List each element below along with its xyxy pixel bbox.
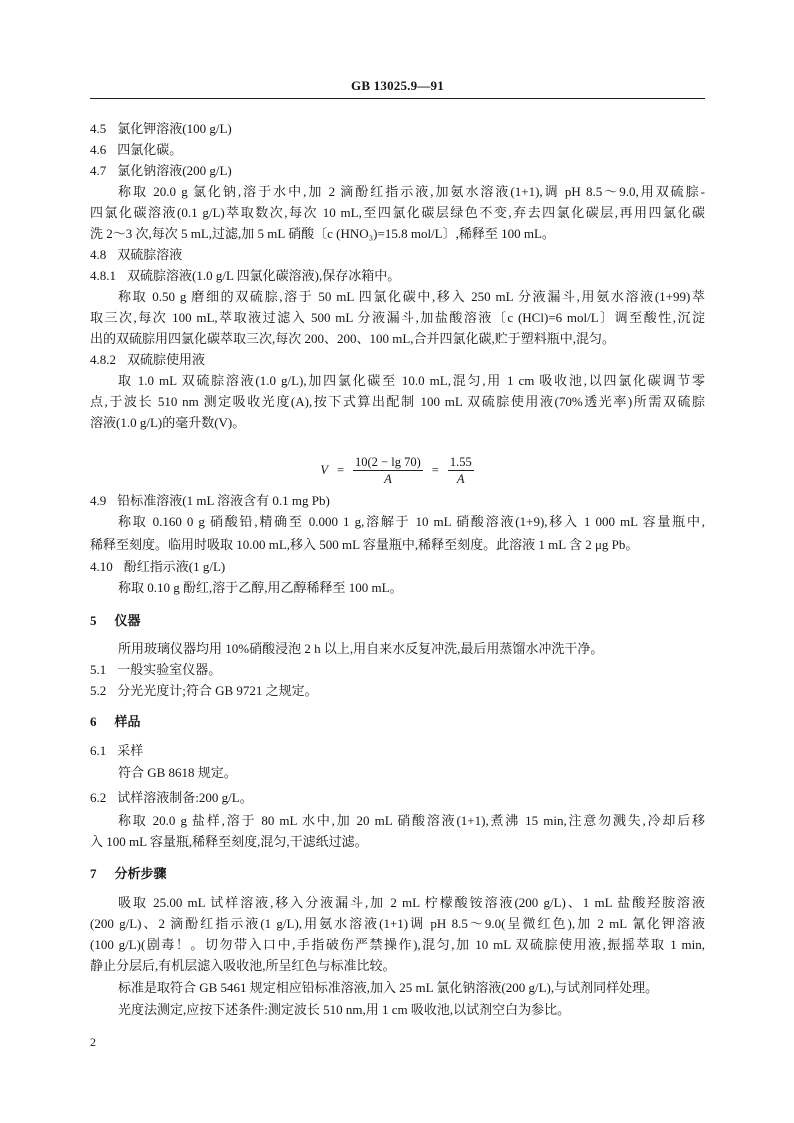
formula-denominator-1: A	[353, 470, 423, 487]
section-7-text-line: (100 g/L)(剧毒！。切勿带入口中,手指破伤严禁操作),混匀,加 10 mL 双硫腙使用液,振摇萃取 1 min,	[90, 936, 705, 952]
clause-4-8-2-text-line: 点,于波长 510 nm 测定吸收光度(A),按下式算出配制 100 mL 双硫腙使用液(70%透光率)所需双硫腙	[90, 393, 705, 409]
clause-4-6	[90, 139, 705, 160]
clause-title: 一般实验室仪器。	[117, 661, 222, 677]
dithizone-volume-formula	[0, 454, 794, 487]
clause-title: 双硫腙溶液	[117, 246, 183, 262]
clause-title: 铅标准溶液(1 mL 溶液含有 0.1 mg Pb)	[117, 492, 330, 508]
section-number: 5	[90, 612, 97, 628]
clause-number: 4.8.2	[90, 351, 116, 367]
clause-5-1	[90, 659, 705, 680]
section-7-text-line: (200 g/L)、2 滴酚红指示液(1 g/L),用氨水溶液(1+1)调 pH 8.5～9.0(呈微红色),加 2 mL 氰化钾溶液	[90, 915, 705, 931]
clause-6-1-text-line: 符合 GB 8618 规定。	[118, 764, 237, 780]
clause-4-10	[90, 556, 705, 577]
clause-4-7-text-line: 四氯化碳溶液(0.1 g/L)萃取数次,每次 10 mL,至四氯化碳层绿色不变,弃去四氯化碳层,再用四氯化碳	[90, 204, 705, 220]
clause-title: 氯化钠溶液(200 g/L)	[117, 162, 232, 178]
clause-number: 4.8	[90, 246, 107, 262]
clause-number: 4.5	[90, 120, 107, 136]
formula-fraction-1	[353, 454, 423, 487]
clause-title: 双硫腙使用液	[127, 351, 206, 367]
clause-number: 4.9	[90, 492, 107, 508]
clause-4-8-2	[90, 349, 705, 370]
clause-title: 采样	[117, 742, 144, 758]
clause-4-7-text-line: 称取 20.0 g 氯化钠,溶于水中,加 2 滴酚红指示液,加氨水溶液(1+1),调 pH 8.5～9.0,用双硫腙-	[118, 183, 705, 199]
clause-number: 4.7	[90, 162, 107, 178]
formula-numerator-2: 1.55	[449, 454, 472, 469]
section-7-heading	[90, 863, 705, 884]
section-title: 分析步骤	[114, 865, 167, 881]
clause-number: 4.10	[90, 558, 113, 574]
section-number: 7	[90, 865, 97, 881]
clause-4-9-text-line: 稀释至刻度。临用时吸取 10.00 mL,移入 500 mL 容量瓶中,稀释至刻度。此溶液 1 mL 含 2 μg Pb。	[90, 536, 639, 552]
formula-denominator-2: A	[448, 470, 474, 487]
clause-4-8-2-text-line: 溶液(1.0 g/L)的毫升数(V)。	[90, 414, 246, 430]
clause-title: 双硫腙溶液(1.0 g/L 四氯化碳溶液),保存冰箱中。	[127, 267, 401, 283]
section-6-heading	[90, 711, 705, 732]
clause-4-7	[90, 160, 705, 181]
clause-title: 氯化钾溶液(100 g/L)	[117, 120, 232, 136]
clause-4-8-1-text-line: 出的双硫腙用四氯化碳萃取三次,每次 200、200、100 mL,合并四氯化碳,贮于塑料瓶中,混匀。	[90, 330, 616, 346]
clause-6-2-text-line: 入 100 mL 容量瓶,稀释至刻度,混匀,干滤纸过滤。	[90, 833, 368, 849]
clause-4-8-1-text-line: 取三次,每次 100 mL,萃取液过滤入 500 mL 分液漏斗,加盐酸溶液〔c (HCl)=6 mol/L〕调至酸性,沉淀	[90, 309, 705, 325]
section-7-text-line: 静止分层后,有机层滤入吸收池,所呈红色与标准比较。	[90, 957, 396, 973]
section-5-heading	[90, 610, 705, 631]
formula-equals: =	[336, 462, 345, 477]
clause-title: 四氯化碳。	[117, 141, 183, 157]
clause-6-2-text-line: 称取 20.0 g 盐样,溶于 80 mL 水中,加 20 mL 硝酸溶液(1+1),煮沸 15 min,注意勿溅失,冷却后移	[118, 812, 705, 828]
clause-number: 6.1	[90, 742, 107, 758]
section-5-text-line: 所用玻璃仪器均用 10%硝酸浸泡 2 h 以上,用自来水反复冲洗,最后用蒸馏水冲洗干净。	[118, 640, 604, 656]
clause-4-8-1-text-line: 称取 0.50 g 磨细的双硫腙,溶于 50 mL 四氯化碳中,移入 250 mL 分液漏斗,用氨水溶液(1+99)萃	[118, 288, 705, 304]
clause-4-7-text-line: 洗 2～3 次,每次 5 mL,过滤,加 5 mL 硝酸〔c (HNO₃)=15.8 mol/L〕,稀释至 100 mL。	[90, 225, 555, 241]
section-7-photometry-paragraph: 光度法测定,应按下述条件:测定波长 510 nm,用 1 cm 吸收池,以试剂空白为参比。	[118, 1001, 571, 1017]
standard-number-header: GB 13025.9—91	[351, 77, 444, 93]
section-title: 样品	[114, 713, 141, 729]
section-7-text-line: 吸取 25.00 mL 试样溶液,移入分液漏斗,加 2 mL 柠檬酸铵溶液(200 g/L)、1 mL 盐酸羟胺溶液	[118, 894, 705, 910]
header-rule	[90, 98, 705, 99]
clause-4-8-2-text-line: 取 1.0 mL 双硫腙溶液(1.0 g/L),加四氯化碳至 10.0 mL,混匀,用 1 cm 吸收池,以四氯化碳调节零	[118, 372, 705, 388]
clause-6-2	[90, 787, 705, 808]
clause-4-10-text-line: 称取 0.10 g 酚红,溶于乙醇,用乙醇稀释至 100 mL。	[118, 580, 403, 595]
clause-number: 6.2	[90, 789, 107, 805]
clause-number: 5.1	[90, 661, 107, 677]
clause-title: 试样溶液制备:200 g/L。	[117, 789, 253, 805]
section-title: 仪器	[114, 612, 141, 628]
formula-fraction-2	[448, 454, 474, 487]
section-7-standard-paragraph: 标准是取符合 GB 5461 规定相应铅标准溶液,加入 25 mL 氯化钠溶液(200 g/L),与试剂同样处理。	[118, 979, 659, 995]
formula-equals: =	[431, 462, 439, 477]
clause-6-1	[90, 740, 705, 761]
clause-number: 4.8.1	[90, 267, 116, 283]
clause-title: 分光光度计;符合 GB 9721 之规定。	[117, 682, 318, 698]
formula-numerator-1: 10(2 − lg 70)	[355, 454, 421, 469]
page-number: 2	[90, 1034, 96, 1049]
clause-number: 4.6	[90, 141, 107, 157]
clause-4-9-text-line: 称取 0.160 0 g 硝酸铅,精确至 0.000 1 g,溶解于 10 mL 硝酸溶液(1+9),移入 1 000 mL 容量瓶中,	[118, 513, 705, 529]
formula-lhs: V	[320, 462, 328, 477]
clause-4-8-1	[90, 265, 705, 286]
clause-title: 酚红指示液(1 g/L)	[123, 558, 226, 574]
clause-4-9	[90, 490, 705, 511]
section-number: 6	[90, 713, 97, 729]
clause-4-5	[90, 118, 705, 139]
clause-5-2	[90, 680, 705, 701]
clause-4-8	[90, 244, 705, 265]
clause-number: 5.2	[90, 682, 107, 698]
